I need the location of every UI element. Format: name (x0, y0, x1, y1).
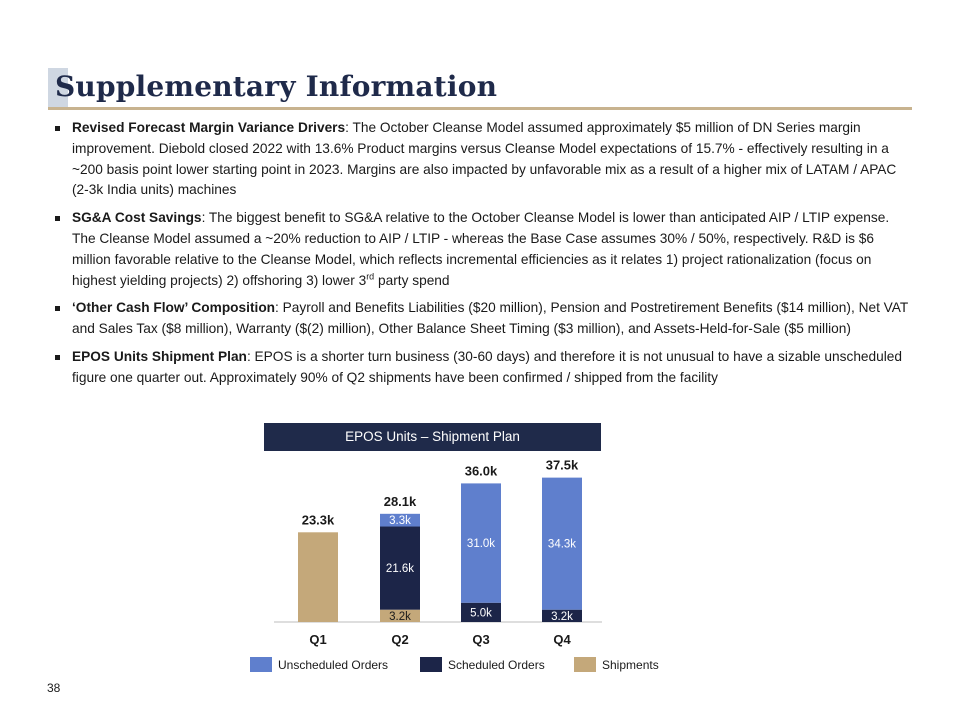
chart-legend (250, 657, 670, 675)
x-tick-label: Q1 (309, 632, 327, 647)
bullet-other-cash-flow (52, 298, 914, 340)
epos-shipment-chart (250, 452, 610, 652)
bullet-text: : The October Cleanse Model assumed approximately $5 million of DN Series margin improvement. Diebold closed 2022 with 13.6% Product margins versus Cleanse Model expectations of 15.7% - effectively resulting in a ~200 basis point lower starting point in 2023. Margins are also impacted by unfavorable mix as a result of a higher mix of LATAM / APAC (2-3k India units) machines (72, 120, 897, 198)
bullet-heading: EPOS Units Shipment Plan (72, 348, 247, 364)
total-label: 37.5k (545, 457, 579, 473)
legend-label-shipments: Shipments (602, 657, 659, 672)
data-label: 3.2k (389, 610, 411, 623)
legend-item-shipments (574, 657, 659, 672)
bullet-text: : The biggest benefit to SG&A relative to the October Cleanse Model is lower than anticipated AIP / LTIP expense. The Cleanse Model assumed a ~20% reduction to AIP / LTIP - whereas the Base Case assumes 30% / 50%, respectively. R&D is $6 million favorable relative to the Cleanse Model, which reflects incremental efficiencies as it relates 1) project rationalization (focus on highest yielding projects) 2) offshoring 3) lower 3 (72, 210, 890, 288)
x-tick-label: Q3 (472, 632, 490, 647)
bullet-sga-savings (52, 208, 914, 291)
bullet-text: : Payroll and Benefits Liabilities ($20 million), Pension and Postretirement Benefits ($14 million), Net VAT and Sales Tax ($8 million), Warranty ($(2) million), Other Balance Sheet Timing ($3 million), and Assets-Held-for-Sale ($5 million) (72, 300, 909, 337)
bullet-list (52, 118, 914, 396)
bullet-margin-variance (52, 118, 914, 201)
bullet-epos-shipment (52, 347, 914, 389)
data-label: 31.0k (466, 538, 496, 551)
legend-label-scheduled: Scheduled Orders (448, 657, 545, 672)
data-label: 3.2k (551, 610, 573, 623)
chart-title: EPOS Units – Shipment Plan (264, 423, 601, 451)
bullet-text: : EPOS is a shorter turn business (30-60 days) and therefore it is not unusual to have a sizable unscheduled figure one quarter out. Approximately 90% of Q2 shipments have been confirmed / shipped from the facility (72, 348, 903, 385)
x-tick-label: Q2 (391, 632, 409, 647)
bullet-superscript: rd (366, 271, 375, 282)
legend-swatch-shipments (574, 657, 596, 672)
legend-swatch-scheduled (420, 657, 442, 672)
page-number: 38 (47, 681, 61, 695)
legend-item-scheduled (420, 657, 545, 672)
legend-item-unscheduled (250, 657, 388, 672)
bullet-heading: Revised Forecast Margin Variance Drivers (72, 120, 346, 135)
bullet-heading: ‘Other Cash Flow’ Composition (72, 300, 276, 316)
total-label: 23.3k (301, 512, 335, 528)
legend-label-unscheduled: Unscheduled Orders (278, 657, 389, 672)
x-tick-label: Q4 (553, 632, 571, 647)
total-label: 28.1k (383, 493, 417, 509)
bullet-text-after: party spend (374, 272, 450, 288)
total-label: 36.0k (464, 463, 498, 479)
data-label: 3.3k (389, 515, 411, 528)
bullet-heading: SG&A Cost Savings (72, 210, 202, 226)
data-label: 34.3k (547, 538, 577, 551)
legend-swatch-unscheduled (250, 657, 272, 672)
data-label: 5.0k (470, 607, 492, 620)
data-label: 21.6k (385, 563, 415, 576)
bar-q1-shipments (298, 532, 338, 622)
page-title: Supplementary Information (55, 70, 498, 103)
title-divider (48, 107, 912, 110)
